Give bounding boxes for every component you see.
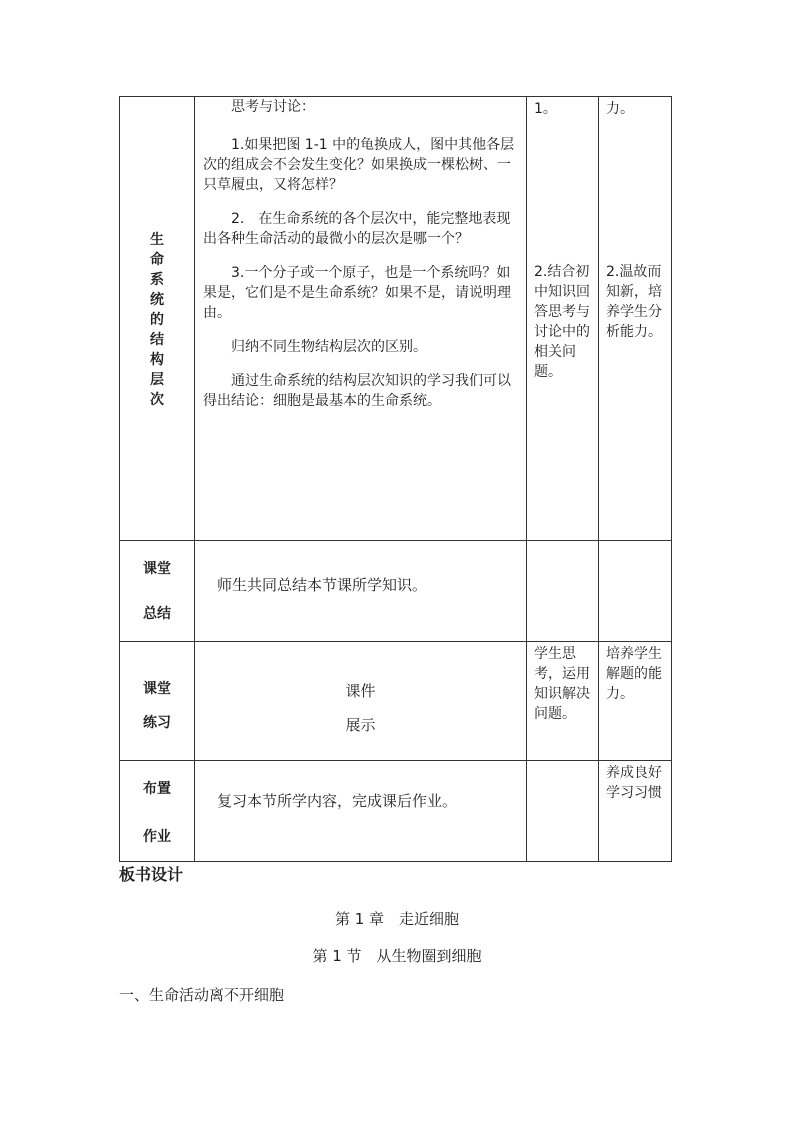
question-3: 3.一个分子或一个原子，也是一个系统吗？如果是，它们是不是生命系统？如果不是，请说明理由。 [203,265,511,321]
label-char: 统 [150,292,164,308]
practice-line: 展示 [345,716,376,734]
table-row [120,642,672,761]
board-item: 一、生命活动离不开细胞 [119,986,285,1004]
design-intent-bottom: 2.温故而知新，培养学生分析能力。 [606,264,662,340]
summary-student [527,541,599,642]
row-label-life-system [120,97,195,541]
row-label-practice [120,642,195,761]
question-2: 2. 在生命系统的各个层次中，能完整地表现出各种生命活动的最微小的层次是哪一个？ [203,211,511,247]
summary-differences: 归纳不同生物结构层次的区别。 [231,339,427,355]
table-row [120,761,672,862]
label-char: 的 [150,312,164,328]
label-char: 构 [150,352,164,368]
discussion-heading: 思考与讨论： [231,99,315,115]
label-line: 布置 [143,781,171,797]
row-label-summary [120,541,195,642]
student-activity-bottom: 2.结合初中知识回答思考与讨论中的相关问题。 [534,264,590,380]
lesson-plan-table [119,96,672,862]
summary-intent [599,541,672,642]
teaching-content [195,97,527,541]
practice-student: 学生思考，运用知识解决问题。 [527,642,599,761]
label-char: 层 [150,372,164,388]
label-char: 次 [150,392,164,408]
student-activity [527,97,599,541]
table-row [120,541,672,642]
design-intent [599,97,672,541]
chapter-title: 第 1 章 走近细胞 [334,910,460,928]
summary-content: 师生共同总结本节课所学知识。 [195,541,527,642]
label-line: 课堂 [143,561,171,577]
student-activity-top: 1。 [534,101,557,117]
label-line: 练习 [143,715,171,731]
label-char: 结 [150,332,164,348]
row-label-homework [120,761,195,862]
label-line: 总结 [143,606,171,622]
label-char: 系 [150,272,164,288]
label-char: 生 [150,232,164,248]
practice-line: 课件 [345,682,376,700]
homework-content: 复习本节所学内容，完成课后作业。 [195,761,527,862]
label-char: 命 [150,252,164,268]
homework-student [527,761,599,862]
board-design-heading: 板书设计 [119,865,184,884]
label-line: 课堂 [143,681,171,697]
conclusion: 通过生命系统的结构层次知识的学习我们可以得出结论：细胞是最基本的生命系统。 [203,373,511,409]
practice-intent: 培养学生解题的能力。 [599,642,672,761]
label-line: 作业 [143,829,171,845]
homework-intent: 养成良好学习习惯 [599,761,672,862]
table-row [120,97,672,541]
design-intent-top: 力。 [606,101,634,117]
practice-content [195,642,527,761]
section-title: 第 1 节 从生物圈到细胞 [312,947,482,965]
question-1: 1.如果把图 1-1 中的龟换成人，图中其他各层次的组成会不会发生变化？如果换成一棵松树、一只草履虫，又将怎样？ [203,137,515,193]
